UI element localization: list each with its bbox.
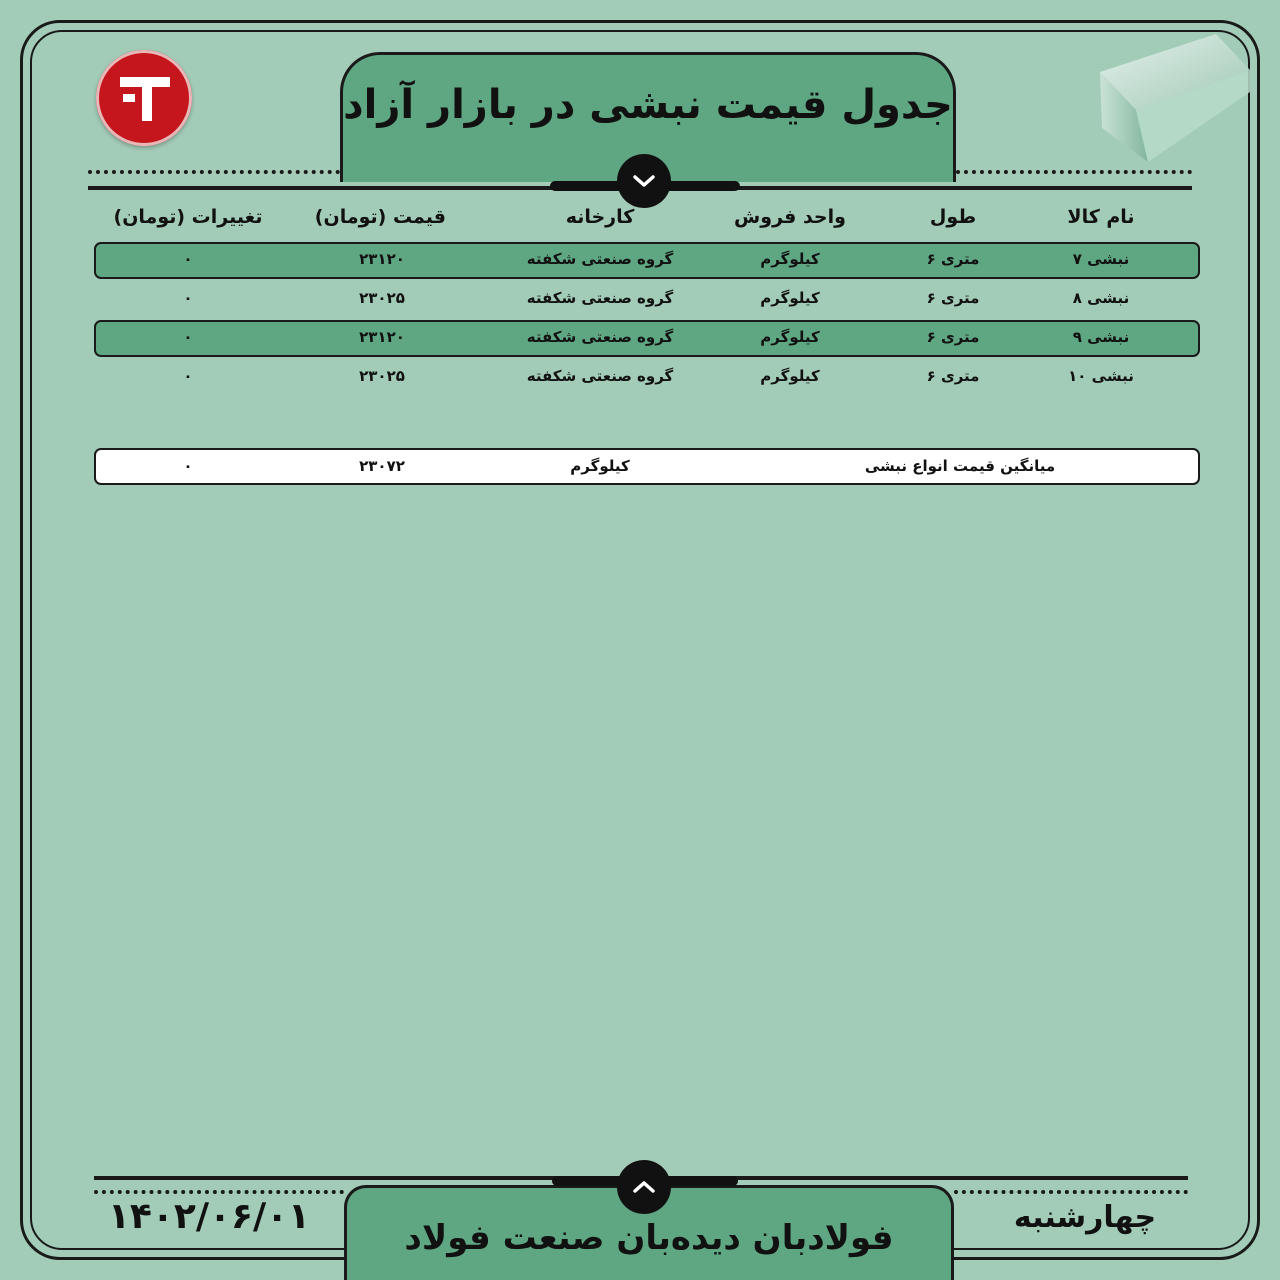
average-price: ۲۳۰۷۲ xyxy=(359,457,405,475)
angle-steel-icon xyxy=(1096,30,1252,166)
cell-factory: گروه صنعتی شکفته xyxy=(526,328,674,346)
average-change: ۰ xyxy=(183,457,193,475)
day-label: چهارشنبه xyxy=(1013,1200,1157,1235)
cell-length: متری ۶ xyxy=(926,289,980,307)
cell-unit: کیلوگرم xyxy=(760,367,820,385)
cell-change: ۰ xyxy=(183,328,193,346)
brand-logo-icon xyxy=(96,50,192,146)
cell-price: ۲۳۱۲۰ xyxy=(359,250,405,268)
cell-unit: کیلوگرم xyxy=(760,289,820,307)
date-label: ۱۴۰۲/۰۶/۰۱ xyxy=(107,1196,311,1237)
cell-name: نبشی ۱۰ xyxy=(1068,367,1134,385)
cell-price: ۲۳۰۲۵ xyxy=(359,367,405,385)
cell-factory: گروه صنعتی شکفته xyxy=(526,289,674,307)
cell-change: ۰ xyxy=(183,289,193,307)
chevron-up-icon xyxy=(617,1160,671,1214)
cell-name: نبشی ۹ xyxy=(1072,328,1130,346)
cell-length: متری ۶ xyxy=(926,328,980,346)
cell-factory: گروه صنعتی شکفته xyxy=(526,367,674,385)
col-header-price: قیمت (تومان) xyxy=(314,206,446,228)
cell-price: ۲۳۰۲۵ xyxy=(359,289,405,307)
col-header-factory: کارخانه xyxy=(565,206,635,228)
average-unit: کیلوگرم xyxy=(570,457,630,475)
cell-name: نبشی ۷ xyxy=(1072,250,1130,268)
cell-change: ۰ xyxy=(183,250,193,268)
page-title: جدول قیمت نبشی در بازار آزاد xyxy=(343,82,953,128)
cell-unit: کیلوگرم xyxy=(760,328,820,346)
cell-factory: گروه صنعتی شکفته xyxy=(526,250,674,268)
col-header-change: تغییرات (تومان) xyxy=(113,206,263,228)
header-dotted-left xyxy=(88,170,340,174)
cell-change: ۰ xyxy=(183,367,193,385)
footer-dotted-right xyxy=(954,1190,1188,1194)
cell-name: نبشی ۸ xyxy=(1072,289,1130,307)
cell-unit: کیلوگرم xyxy=(760,250,820,268)
col-header-unit: واحد فروش xyxy=(734,206,846,228)
header-dotted-right xyxy=(956,170,1192,174)
footer-brand: فولادبان دیده‌بان صنعت فولاد xyxy=(404,1218,894,1258)
cell-length: متری ۶ xyxy=(926,250,980,268)
chevron-down-icon xyxy=(617,154,671,208)
average-label: میانگین قیمت انواع نبشی xyxy=(864,457,1056,475)
footer-dotted-left xyxy=(94,1190,344,1194)
col-header-name: نام کالا xyxy=(1067,206,1135,228)
cell-price: ۲۳۱۲۰ xyxy=(359,328,405,346)
col-header-length: طول xyxy=(929,206,977,228)
cell-length: متری ۶ xyxy=(926,367,980,385)
